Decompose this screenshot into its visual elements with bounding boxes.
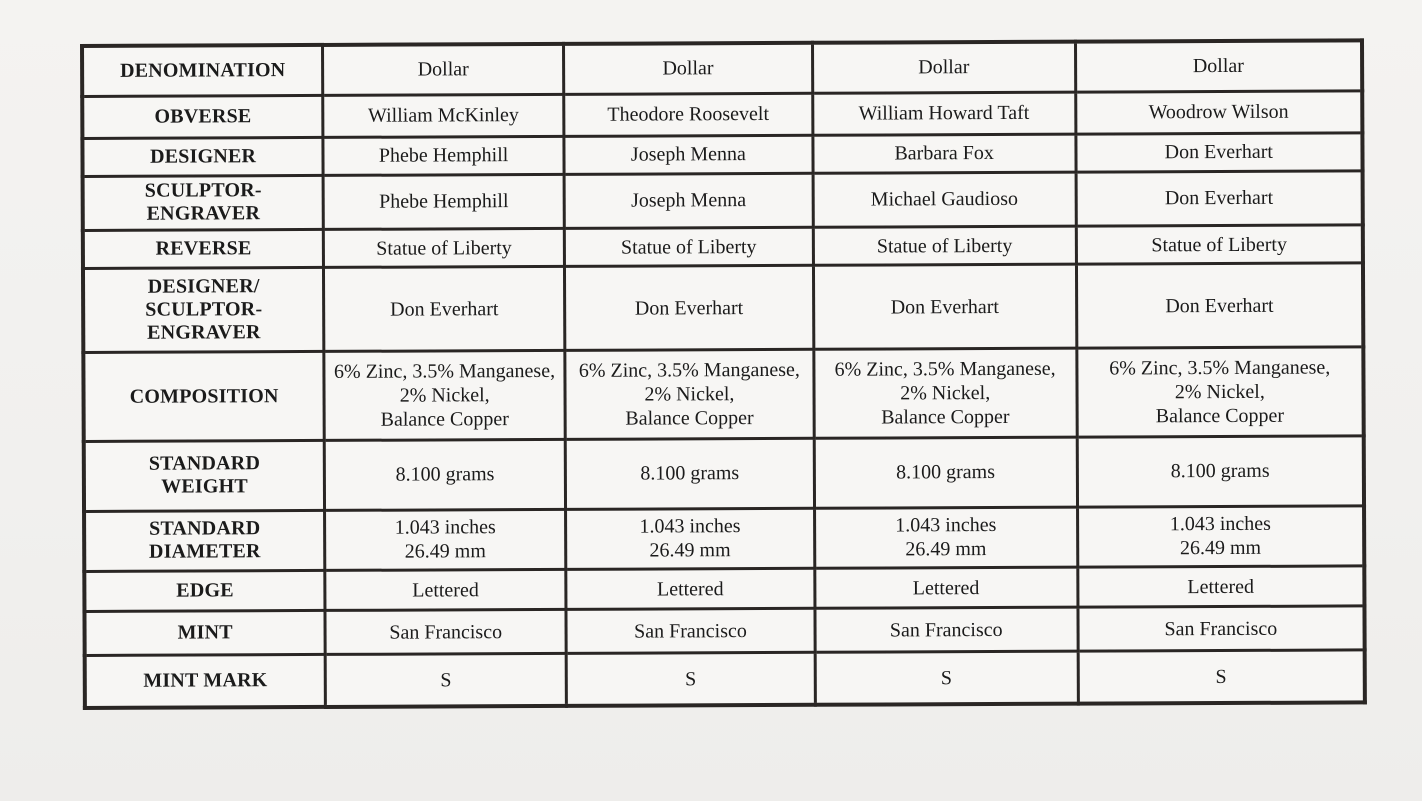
cell-text-line: 2% Nickel, [1174,380,1265,404]
table-cell [566,568,815,609]
table-cell [564,135,813,174]
cell-text-line: Statue of Liberty [1151,233,1287,256]
cell-text-line: Statue of Liberty [620,235,757,259]
table-body [82,40,1365,708]
cell-text-line: Balance Copper [380,408,509,431]
cell-text-line: Don Everhart [390,297,499,321]
cell-text-line: 8.100 grams [896,461,996,484]
table-cell [1078,650,1365,703]
cell-text-line: 8.100 grams [395,463,495,486]
table-row [84,606,1364,656]
cell-text-line: 1.043 inches [639,515,741,539]
cell-text-line: Woodrow Wilson [1148,100,1289,124]
table-cell [1076,171,1363,226]
table-row [84,436,1364,512]
cell-text-line: Lettered [912,576,980,599]
cell-text-line: 1.043 inches [394,516,496,540]
cell-text-line: William McKinley [367,104,519,127]
table-cell [813,226,1076,265]
table-cell [1075,40,1362,91]
cell-text-line: Dollar [918,56,970,79]
row-label-line: OBVERSE [154,104,252,128]
row-label [85,655,326,708]
table-row [82,91,1362,139]
row-label [82,45,323,96]
cell-text-line: Don Everhart [890,295,1000,319]
cell-text-line: Dollar [1192,55,1244,78]
cell-text-line: 6% Zinc, 3.5% Manganese, [333,359,556,383]
table-cell [812,92,1075,135]
table-cell [813,134,1076,173]
table-cell [564,265,813,350]
row-label-line: DESIGNER/ [147,275,260,298]
table-cell [813,264,1076,349]
cell-text-line: 1.043 inches [1169,513,1271,536]
cell-text-line: Michael Gaudioso [870,188,1019,212]
row-label-line: MINT [177,621,233,644]
cell-text-line: San Francisco [634,619,747,643]
coin-specifications-table [80,38,1367,710]
table-row [82,133,1362,177]
table-cell [325,610,566,655]
row-label [83,268,324,353]
cell-text-line: Balance Copper [625,407,754,430]
row-label-line: SCULPTOR- [144,179,262,203]
cell-text-line: 2% Nickel, [399,384,490,407]
cell-text-line: Dollar [417,58,469,81]
cell-text-line: Statue of Liberty [876,234,1013,258]
table-cell [323,136,564,175]
table-row [84,506,1364,572]
cell-text-line: San Francisco [389,620,503,644]
cell-text-line: 1.043 inches [895,514,997,537]
cell-text-line: 8.100 grams [1170,460,1270,483]
cell-text-line: Phebe Hemphill [379,190,509,214]
cell-text-line: William Howard Taft [858,102,1030,125]
table-cell [325,509,566,570]
cell-text-line: S [440,669,452,692]
cell-text-line: Joseph Menna [630,143,746,166]
table-row [83,347,1363,441]
row-label-line: STANDARD [148,452,261,475]
cell-text-line: Don Everhart [1164,141,1273,164]
table-cell [324,351,565,440]
row-label-line: SCULPTOR- [145,298,263,321]
table-cell [815,651,1078,704]
table-cell [566,653,815,706]
table-cell [812,42,1075,93]
table-cell [324,439,565,510]
cell-text-line: 26.49 mm [649,539,731,562]
cell-text-line: Balance Copper [1155,404,1285,428]
table-cell [565,350,814,439]
cell-text-line: S [1215,665,1227,688]
row-label [84,570,325,611]
table-cell [324,267,565,352]
cell-text-line: 2% Nickel, [900,382,991,405]
table-cell [1077,436,1364,507]
cell-text-line: Don Everhart [1165,294,1274,318]
cell-text-line: S [940,666,953,689]
cell-text-line: Theodore Roosevelt [607,103,770,126]
row-label-line: ENGRAVER [146,202,261,226]
cell-text-line: Barbara Fox [894,142,994,165]
table-cell [566,508,815,569]
table-cell [814,349,1077,438]
table-cell [564,43,813,94]
row-label-line: STANDARD [149,517,261,541]
cell-text-line: Statue of Liberty [376,236,512,260]
row-label-line: REVERSE [155,237,252,260]
row-label [84,440,325,511]
cell-text-line: Dollar [662,57,714,80]
table-cell [564,227,813,266]
cell-text-line: S [685,667,697,690]
table-cell [1076,263,1363,349]
table-row [84,566,1364,612]
row-label-line: DESIGNER [150,145,257,168]
table-cell [813,172,1076,227]
table-cell [1075,91,1362,134]
table-cell [323,174,564,229]
row-label-line: WEIGHT [161,475,248,498]
cell-text-line: Balance Copper [881,405,1010,429]
row-label [83,229,324,268]
table-cell [325,569,566,610]
cell-text-line: 8.100 grams [640,462,740,485]
cell-text-line: 26.49 mm [404,540,486,564]
table-cell [1077,566,1364,607]
table-cell [564,173,813,228]
row-label-line: COMPOSITION [129,384,279,408]
table-cell [1075,133,1362,172]
table-cell [815,567,1078,608]
table-cell [815,607,1078,652]
cell-text-line: San Francisco [889,618,1003,642]
row-label-line: DENOMINATION [120,58,286,82]
cell-text-line: 26.49 mm [1179,537,1262,560]
row-label [83,175,324,230]
cell-text-line: 6% Zinc, 3.5% Manganese, [578,358,800,382]
table-row [83,171,1363,231]
cell-text-line: San Francisco [1164,617,1278,640]
table-cell [323,44,564,95]
table-row [83,263,1363,353]
row-label-line: ENGRAVER [147,321,261,344]
table-row [85,650,1365,708]
table-cell [1076,347,1363,437]
row-label [82,95,323,138]
cell-text-line: Don Everhart [634,296,744,320]
row-label [84,611,325,656]
table-cell [564,93,813,136]
table-cell [814,437,1077,508]
cell-text-line: Lettered [412,578,479,602]
row-label [82,137,323,176]
table-cell [1078,606,1365,651]
cell-text-line: Don Everhart [1164,187,1274,210]
row-label [84,510,325,571]
table-cell [1077,506,1364,567]
cell-text-line: 6% Zinc, 3.5% Manganese, [834,357,1056,381]
row-label-line: MINT MARK [143,669,268,692]
row-label-line: DIAMETER [148,540,261,564]
cell-text-line: 2% Nickel, [644,383,735,406]
table-cell [1076,225,1363,264]
table-cell [566,608,815,653]
table-row [82,40,1362,96]
cell-text-line: Lettered [656,577,724,601]
cell-text-line: 26.49 mm [905,538,987,561]
cell-text-line: Lettered [1187,575,1255,598]
table-cell [325,654,566,707]
table-cell [565,438,814,509]
row-label-line: EDGE [176,579,234,602]
cell-text-line: Joseph Menna [631,189,747,213]
table-cell [324,228,565,267]
cell-text-line: 6% Zinc, 3.5% Manganese, [1109,356,1331,380]
table-row [83,225,1363,269]
cell-text-line: Phebe Hemphill [378,144,509,168]
row-label [83,352,324,441]
table-cell [814,507,1077,568]
table-cell [323,94,564,137]
